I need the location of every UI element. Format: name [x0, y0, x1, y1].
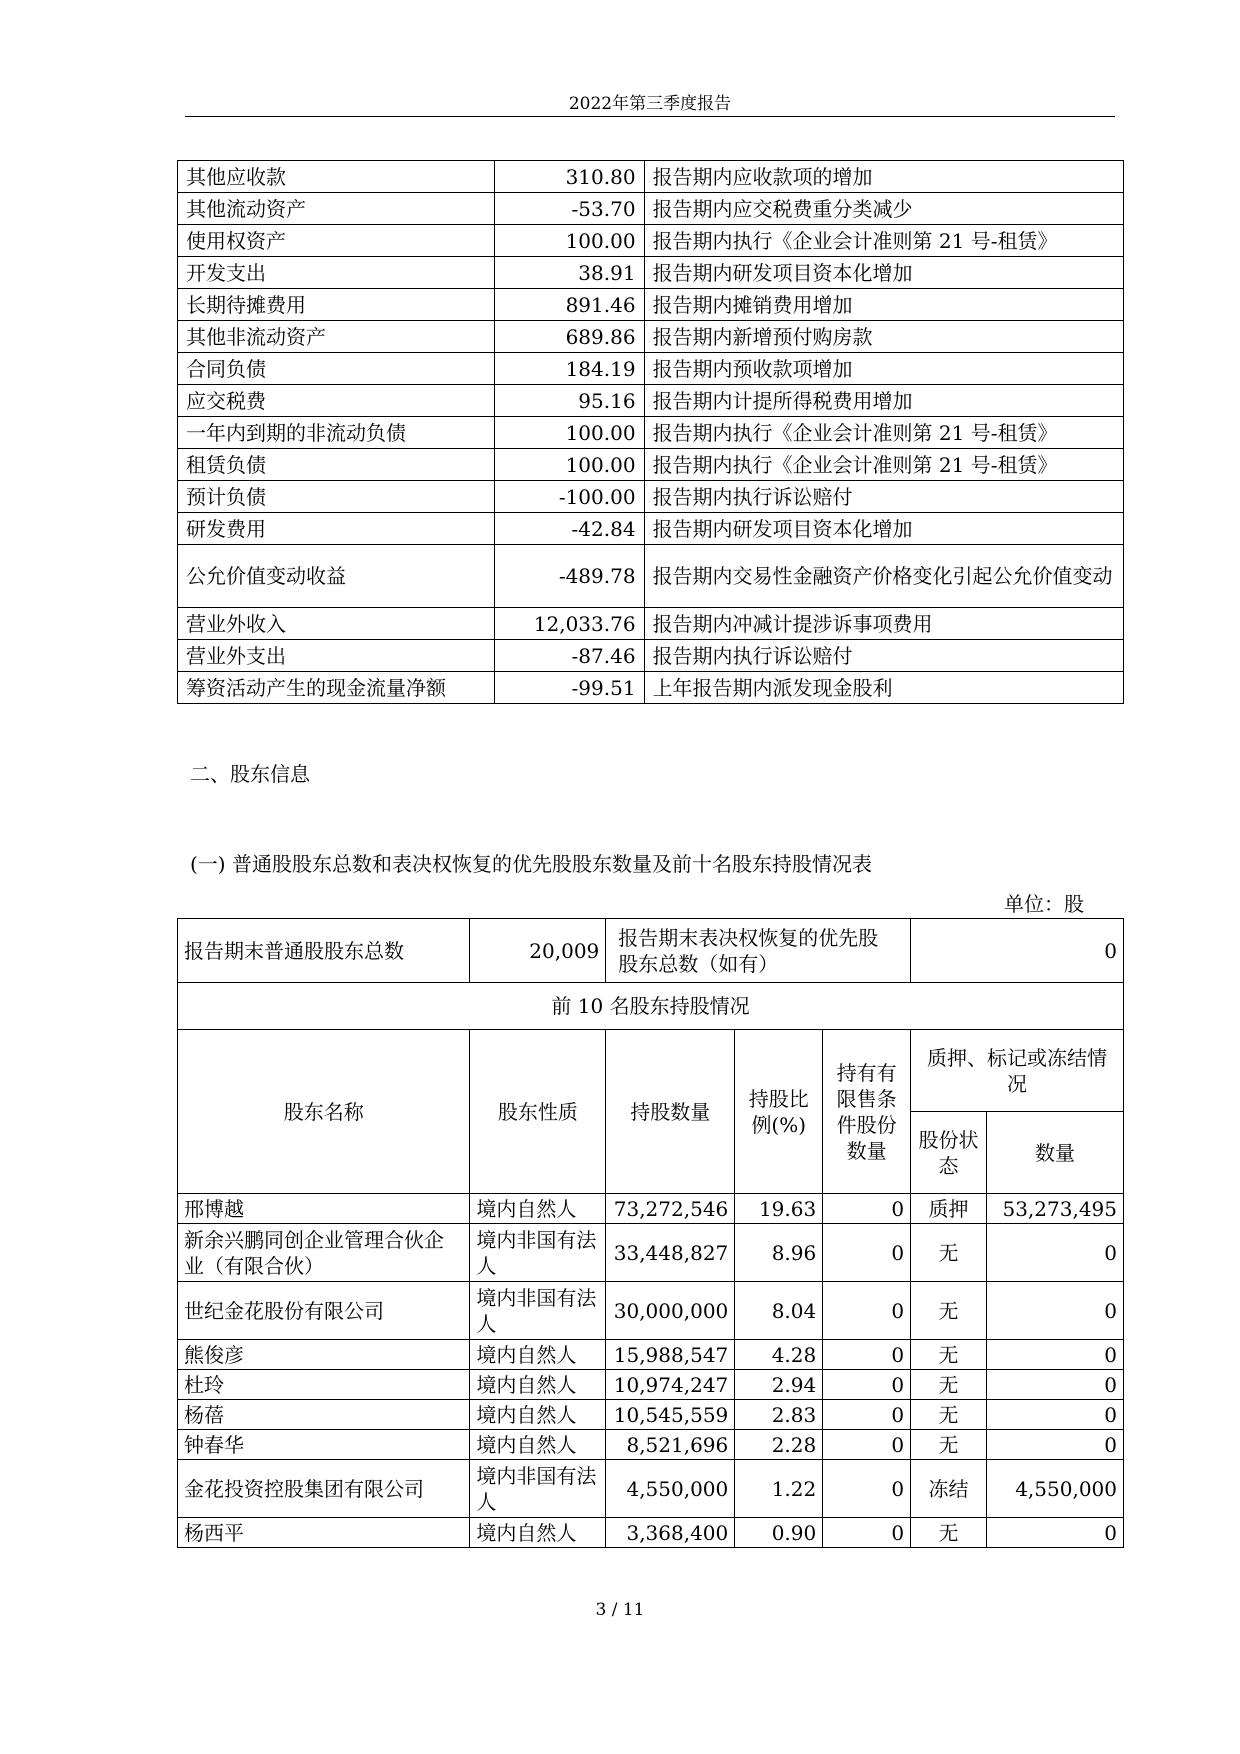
common-holders-value: 20,009 [470, 919, 606, 983]
change-item-name: 其他流动资产 [178, 193, 495, 225]
change-item-name: 租赁负债 [178, 449, 495, 481]
change-item-value: 12,033.76 [494, 608, 644, 640]
change-item-name: 开发支出 [178, 257, 495, 289]
header-pledge-qty: 数量 [986, 1112, 1123, 1194]
change-row [178, 640, 1124, 672]
change-item-name: 营业外支出 [178, 640, 495, 672]
holder-restricted: 0 [823, 1282, 911, 1340]
page-header-title: 2022年第三季度报告 [568, 94, 732, 114]
common-holders-label: 报告期末普通股股东总数 [178, 919, 470, 983]
header-share-ratio: 持股比例(%) [735, 1030, 823, 1194]
holder-shares: 15,988,547 [606, 1340, 735, 1370]
change-item-reason: 报告期内执行《企业会计准则第 21 号-租赁》 [644, 449, 1123, 481]
holder-restricted: 0 [823, 1430, 911, 1460]
shareholder-row [178, 1400, 1124, 1430]
holder-name: 杨西平 [178, 1518, 470, 1548]
holder-pledge-qty: 0 [986, 1282, 1123, 1340]
change-item-reason: 报告期内摊销费用增加 [644, 289, 1123, 321]
change-row [178, 513, 1124, 545]
change-item-value: 100.00 [494, 225, 644, 257]
header-restricted-shares: 持有有限售条件股份数量 [823, 1030, 911, 1194]
holder-nature: 境内自然人 [470, 1430, 606, 1460]
change-item-reason: 报告期内执行《企业会计准则第 21 号-租赁》 [644, 417, 1123, 449]
holder-share-status: 无 [911, 1340, 987, 1370]
header-holder-name: 股东名称 [178, 1030, 470, 1194]
holder-name: 金花投资控股集团有限公司 [178, 1460, 470, 1518]
shareholder-row [178, 1282, 1124, 1340]
change-item-value: 689.86 [494, 321, 644, 353]
holder-share-status: 无 [911, 1370, 987, 1400]
change-item-name: 应交税费 [178, 385, 495, 417]
header-row-1 [178, 1030, 1124, 1112]
holder-pledge-qty: 0 [986, 1340, 1123, 1370]
change-row [178, 353, 1124, 385]
shareholder-table [177, 918, 1124, 1548]
change-item-reason: 报告期内交易性金融资产价格变化引起公允价值变动 [644, 545, 1123, 608]
holder-name: 钟春华 [178, 1430, 470, 1460]
change-item-name: 筹资活动产生的现金流量净额 [178, 672, 495, 704]
header-share-status: 股份状态 [911, 1112, 987, 1194]
change-row [178, 225, 1124, 257]
holder-ratio: 2.28 [735, 1430, 823, 1460]
header-share-count: 持股数量 [606, 1030, 735, 1194]
holder-share-status: 无 [911, 1282, 987, 1340]
holder-ratio: 2.83 [735, 1400, 823, 1430]
holder-shares: 10,974,247 [606, 1370, 735, 1400]
holder-shares: 30,000,000 [606, 1282, 735, 1340]
holder-name: 熊俊彦 [178, 1340, 470, 1370]
change-item-value: 100.00 [494, 449, 644, 481]
change-item-name: 合同负债 [178, 353, 495, 385]
holder-pledge-qty: 0 [986, 1430, 1123, 1460]
change-row [178, 161, 1124, 193]
top10-title: 前 10 名股东持股情况 [178, 983, 1124, 1030]
holder-nature: 境内自然人 [470, 1518, 606, 1548]
holder-restricted: 0 [823, 1340, 911, 1370]
page-number: 3 / 11 [595, 1600, 645, 1620]
holder-restricted: 0 [823, 1518, 911, 1548]
change-item-name: 其他应收款 [178, 161, 495, 193]
holder-name: 世纪金花股份有限公司 [178, 1282, 470, 1340]
change-row [178, 289, 1124, 321]
holder-ratio: 1.22 [735, 1460, 823, 1518]
holder-shares: 10,545,559 [606, 1400, 735, 1430]
change-item-reason: 报告期内研发项目资本化增加 [644, 257, 1123, 289]
change-item-reason: 报告期内执行诉讼赔付 [644, 481, 1123, 513]
shareholder-row [178, 1340, 1124, 1370]
summary-row [178, 919, 1124, 983]
shareholder-row [178, 1194, 1124, 1224]
holder-pledge-qty: 0 [986, 1518, 1123, 1548]
change-row [178, 321, 1124, 353]
change-item-value: 100.00 [494, 417, 644, 449]
change-item-name: 研发费用 [178, 513, 495, 545]
change-item-value: 891.46 [494, 289, 644, 321]
shareholder-row [178, 1460, 1124, 1518]
change-item-value: -87.46 [494, 640, 644, 672]
change-item-reason: 上年报告期内派发现金股利 [644, 672, 1123, 704]
change-item-reason: 报告期内新增预付购房款 [644, 321, 1123, 353]
holder-shares: 4,550,000 [606, 1460, 735, 1518]
holder-ratio: 19.63 [735, 1194, 823, 1224]
holder-pledge-qty: 4,550,000 [986, 1460, 1123, 1518]
section-heading-shareholders: 二、股东信息 [190, 762, 310, 786]
change-row [178, 417, 1124, 449]
change-row [178, 257, 1124, 289]
change-item-reason: 报告期内应收款项的增加 [644, 161, 1123, 193]
change-item-value: 38.91 [494, 257, 644, 289]
holder-pledge-qty: 0 [986, 1370, 1123, 1400]
change-item-reason: 报告期内执行《企业会计准则第 21 号-租赁》 [644, 225, 1123, 257]
holder-name: 邢博越 [178, 1194, 470, 1224]
holder-ratio: 8.96 [735, 1224, 823, 1282]
change-item-value: -42.84 [494, 513, 644, 545]
holder-nature: 境内自然人 [470, 1340, 606, 1370]
holder-pledge-qty: 0 [986, 1224, 1123, 1282]
holder-pledge-qty: 53,273,495 [986, 1194, 1123, 1224]
change-item-reason: 报告期内应交税费重分类减少 [644, 193, 1123, 225]
balance-change-table [177, 160, 1124, 704]
holder-share-status: 无 [911, 1400, 987, 1430]
change-item-value: 310.80 [494, 161, 644, 193]
change-item-name: 长期待摊费用 [178, 289, 495, 321]
header-pledge-group: 质押、标记或冻结情况 [911, 1030, 1124, 1112]
holder-restricted: 0 [823, 1370, 911, 1400]
holder-restricted: 0 [823, 1400, 911, 1430]
holder-restricted: 0 [823, 1460, 911, 1518]
holder-restricted: 0 [823, 1194, 911, 1224]
holder-nature: 境内自然人 [470, 1194, 606, 1224]
change-item-name: 使用权资产 [178, 225, 495, 257]
change-row [178, 481, 1124, 513]
holder-shares: 8,521,696 [606, 1430, 735, 1460]
change-item-name: 其他非流动资产 [178, 321, 495, 353]
header-holder-nature: 股东性质 [470, 1030, 606, 1194]
holder-share-status: 无 [911, 1224, 987, 1282]
preferred-holders-value: 0 [911, 919, 1124, 983]
change-item-name: 预计负债 [178, 481, 495, 513]
change-item-reason: 报告期内研发项目资本化增加 [644, 513, 1123, 545]
shareholder-row [178, 1370, 1124, 1400]
change-row [178, 385, 1124, 417]
change-item-name: 公允价值变动收益 [178, 545, 495, 608]
holder-shares: 73,272,546 [606, 1194, 735, 1224]
sub-heading-top10: (一) 普通股股东总数和表决权恢复的优先股股东数量及前十名股东持股情况表 [190, 852, 872, 876]
top10-title-row [178, 983, 1124, 1030]
holder-nature: 境内自然人 [470, 1400, 606, 1430]
preferred-holders-label: 报告期末表决权恢复的优先股股东总数（如有） [606, 919, 911, 983]
change-row [178, 545, 1124, 608]
header-rule [185, 116, 1115, 117]
holder-pledge-qty: 0 [986, 1400, 1123, 1430]
change-item-name: 一年内到期的非流动负债 [178, 417, 495, 449]
change-row [178, 672, 1124, 704]
holder-share-status: 无 [911, 1518, 987, 1548]
shareholder-row [178, 1224, 1124, 1282]
holder-ratio: 2.94 [735, 1370, 823, 1400]
change-item-value: -99.51 [494, 672, 644, 704]
holder-ratio: 8.04 [735, 1282, 823, 1340]
holder-nature: 境内非国有法人 [470, 1224, 606, 1282]
holder-ratio: 4.28 [735, 1340, 823, 1370]
change-item-reason: 报告期内计提所得税费用增加 [644, 385, 1123, 417]
holder-share-status: 冻结 [911, 1460, 987, 1518]
change-row [178, 193, 1124, 225]
holder-nature: 境内非国有法人 [470, 1460, 606, 1518]
holder-name: 新余兴鹏同创企业管理合伙企业（有限合伙） [178, 1224, 470, 1282]
holder-shares: 33,448,827 [606, 1224, 735, 1282]
change-item-reason: 报告期内预收款项增加 [644, 353, 1123, 385]
holder-ratio: 0.90 [735, 1518, 823, 1548]
holder-share-status: 质押 [911, 1194, 987, 1224]
change-row [178, 449, 1124, 481]
holder-restricted: 0 [823, 1224, 911, 1282]
holder-share-status: 无 [911, 1430, 987, 1460]
change-item-value: 95.16 [494, 385, 644, 417]
holder-nature: 境内非国有法人 [470, 1282, 606, 1340]
shareholder-row [178, 1430, 1124, 1460]
change-item-reason: 报告期内冲减计提涉诉事项费用 [644, 608, 1123, 640]
change-item-reason: 报告期内执行诉讼赔付 [644, 640, 1123, 672]
change-row [178, 608, 1124, 640]
holder-name: 杜玲 [178, 1370, 470, 1400]
change-item-value: -53.70 [494, 193, 644, 225]
unit-label: 单位：股 [1004, 892, 1084, 916]
change-item-value: -489.78 [494, 545, 644, 608]
change-item-value: -100.00 [494, 481, 644, 513]
holder-name: 杨蓓 [178, 1400, 470, 1430]
holder-shares: 3,368,400 [606, 1518, 735, 1548]
change-item-name: 营业外收入 [178, 608, 495, 640]
shareholder-row [178, 1518, 1124, 1548]
holder-nature: 境内自然人 [470, 1370, 606, 1400]
change-item-value: 184.19 [494, 353, 644, 385]
